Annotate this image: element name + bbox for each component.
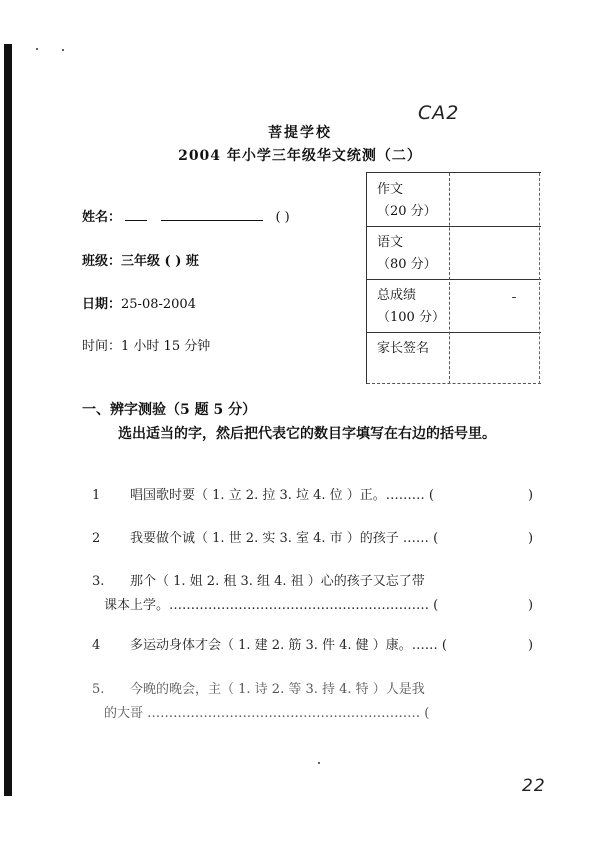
time-row (82, 335, 210, 354)
name-blank-short[interactable] (125, 208, 147, 221)
scan-speck (318, 762, 320, 764)
question-2 (92, 527, 542, 551)
question-text-line1: 今晚的晚会，主（ 1. 诗 2. 等 3. 持 4. 特 ）人是我 (130, 682, 425, 697)
question-number: 2 (92, 531, 101, 546)
name-label: 姓名： (82, 210, 122, 225)
scan-speck (36, 48, 38, 50)
score-row-parent-signature (367, 332, 541, 384)
question-text: 唱国歌时要（ 1. 立 2. 拉 3. 垃 4. 位 ）正。……… ( (130, 488, 435, 503)
name-paren: ( ) (275, 210, 290, 225)
score-table (366, 172, 541, 384)
answer-paren[interactable]: ) (528, 598, 534, 613)
date-label: 日期： (82, 297, 122, 312)
time-label: 时间： (82, 339, 122, 354)
class-label: 班级： (82, 254, 122, 269)
question-text-line1: 那个（ 1. 姐 2. 租 3. 组 4. 祖 ）心的孩子又忘了带 (130, 574, 425, 589)
score-row-composition (367, 173, 541, 227)
question-number: 1 (92, 488, 101, 503)
answer-paren[interactable]: ) (528, 531, 534, 546)
answer-paren[interactable]: ) (528, 488, 534, 503)
score-table-right-edge (539, 173, 540, 384)
score-label: 作文 (377, 182, 404, 197)
score-max: （80 分） (377, 257, 437, 272)
question-text: 多运动身体才会（ 1. 建 2. 筋 3. 件 4. 健 ）康。…… ( (130, 638, 448, 653)
question-1 (92, 484, 542, 508)
score-row-total (367, 279, 541, 333)
score-label: 语文 (377, 235, 404, 250)
time-value: 1 小时 15 分钟 (121, 339, 211, 354)
score-table-divider (449, 173, 450, 384)
score-max: （20 分） (377, 204, 437, 219)
question-number: 5. (92, 682, 105, 697)
section-instruction: 选出适当的字，然后把代表它的数目字填写在右边的括号里。 (118, 426, 496, 442)
answer-paren[interactable]: ) (528, 638, 534, 653)
date-value: 25-08-2004 (121, 297, 196, 312)
class-value: 三年级 ( ) 班 (121, 254, 199, 269)
score-row-language (367, 226, 541, 280)
question-text-line2: 课本上学。…………………………………………………… ( (104, 598, 439, 613)
date-row (82, 293, 196, 312)
question-3 (92, 570, 542, 618)
scan-speck (62, 49, 64, 51)
question-5 (92, 678, 542, 726)
handwritten-code: CA2 (418, 102, 460, 124)
class-row (82, 250, 199, 269)
score-max: （100 分） (377, 310, 445, 325)
name-blank-long[interactable] (161, 208, 263, 221)
exam-title: 2004 年小学三年级华文统测（二） (178, 148, 422, 164)
question-number: 3. (92, 574, 105, 589)
handwritten-page-number: 22 (522, 776, 546, 796)
school-name: 菩提学校 (268, 125, 332, 141)
question-number: 4 (92, 638, 101, 653)
score-label: 总成绩 (377, 288, 417, 303)
score-label: 家长签名 (377, 341, 430, 356)
question-4 (92, 634, 542, 658)
question-text-line2: 的大哥 ……………………………………………………… ( (104, 706, 430, 721)
name-row (82, 206, 290, 225)
question-text: 我要做个诚（ 1. 世 2. 实 3. 室 4. 市 ）的孩子 …… ( (130, 531, 439, 546)
section-heading: 一、辨字测验（5 题 5 分） (82, 402, 257, 418)
